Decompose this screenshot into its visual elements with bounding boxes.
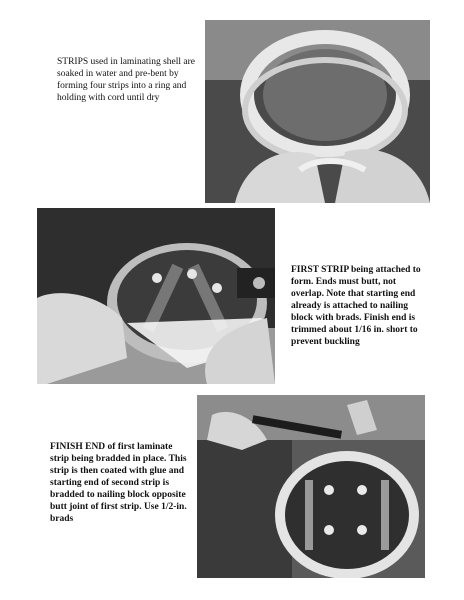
photo-finish-end: [197, 395, 425, 578]
photo-strips-ring: [205, 20, 430, 203]
caption-first-strip: FIRST STRIP being attached to form. Ends must butt, not overlap. Note that starting end already is attached to nailing block with brads. Finish end is trimmed about 1/16 in. short to prevent buckling: [291, 265, 421, 347]
photo-first-strip: [37, 208, 275, 384]
caption-finish-end: FINISH END of first laminate strip being bradded in place. This strip is then coated with glue and starting end of second strip is bradded to nailing block opposite butt joint of first strip. Use 1/2-in. brads: [50, 442, 187, 524]
caption-strips: STRIPS used in laminating shell are soaked in water and pre-bent by forming four strips into a ring and holding with cord until dry: [57, 57, 196, 103]
